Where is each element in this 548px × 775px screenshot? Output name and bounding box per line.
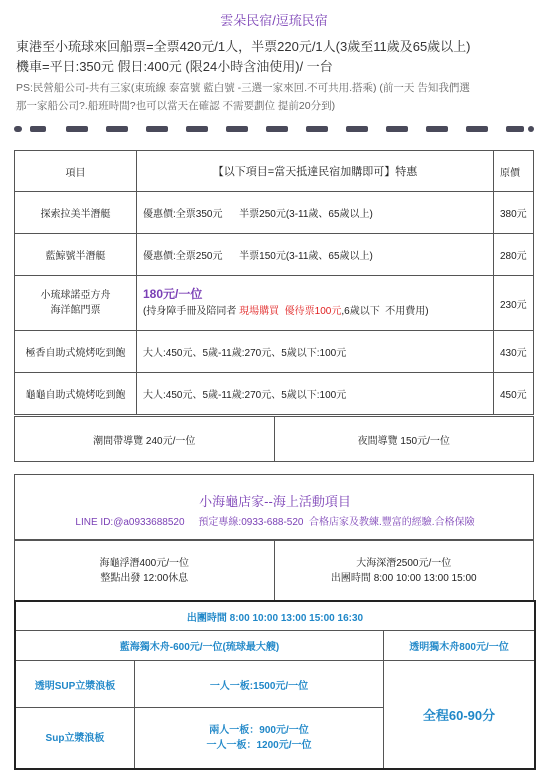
kayak-left: 藍海獨木舟-600元/一位(琉球最大艘) bbox=[15, 631, 384, 661]
table-row bbox=[15, 331, 534, 373]
shop-contact: LINE ID:@a0933688520 預定專線:0933-688-520 合格店家及教練.豐富的經驗.合格保險 bbox=[75, 517, 475, 528]
item-name bbox=[15, 276, 137, 331]
shop-header-box bbox=[14, 474, 534, 540]
table-row bbox=[15, 276, 534, 331]
table-row bbox=[15, 601, 535, 631]
diving-price: 大海深潛2500元/一位 bbox=[356, 558, 452, 569]
item-name-line2: 海洋館門票 bbox=[50, 305, 101, 316]
item-price: 430元 bbox=[494, 331, 534, 373]
item-desc: 大人:450元、5歲-11歲:270元、5歲以下:100元 bbox=[137, 331, 494, 373]
item-desc-detail bbox=[143, 303, 487, 320]
desc-suffix: ,6歲以下 不用費用) bbox=[341, 306, 429, 317]
header-price: 原價 bbox=[494, 151, 534, 192]
item-name: 藍鯨號半潛艇 bbox=[15, 234, 137, 276]
sup-price bbox=[135, 708, 384, 770]
table-row bbox=[15, 192, 534, 234]
page-title: 雲朵民宿/逗琉民宿 bbox=[220, 13, 328, 28]
item-price: 380元 bbox=[494, 192, 534, 234]
snorkel-price: 海龜浮潛400元/一位 bbox=[99, 558, 189, 569]
sup-clear-price: 一人一板:1500元/一位 bbox=[135, 661, 384, 708]
item-desc: 大人:450元、5歲-11歲:270元、5歲以下:100元 bbox=[137, 373, 494, 415]
item-desc: 優惠價:全票250元 半票150元(3-11歲、65歲以上) bbox=[137, 234, 494, 276]
schedule: 出團時間 8:00 10:00 13:00 15:00 16:30 bbox=[15, 601, 535, 631]
addon-price-table bbox=[14, 150, 534, 415]
desc-red: 現場購買 優待票100元 bbox=[239, 306, 342, 317]
table-row bbox=[15, 661, 535, 708]
item-price: 230元 bbox=[494, 276, 534, 331]
snorkel-cell bbox=[15, 541, 275, 602]
scooter-rental-info: 機車=平日:350元 假日:400元 (限24小時含油使用)/ 一台 bbox=[16, 59, 333, 74]
item-price: 450元 bbox=[494, 373, 534, 415]
ps-note-line2: 那一家船公司?.船班時間?也可以當天在確認 不需要劃位 提前20分到) bbox=[16, 100, 336, 112]
water-activity-table bbox=[14, 600, 536, 770]
tidal-tour: 潮間帶導覽 240元/一位 bbox=[15, 417, 275, 462]
item-name: 極香自助式燒烤吃到飽 bbox=[15, 331, 137, 373]
item-name: 探索拉美半潛艇 bbox=[15, 192, 137, 234]
header-item: 項目 bbox=[15, 151, 137, 192]
ferry-ticket-info: 東港至小琉球來回船票=全票420元/1人，半票220元/1人(3歲至11歲及65歲以上) bbox=[16, 39, 471, 54]
ps-note-line1: PS:民營船公司-共有三家(東琉線 泰富號 藍白號 -三選一家來回.不可共用.搭乘) (前一天 告知我們選 bbox=[16, 82, 470, 94]
night-tour: 夜間導覽 150元/一位 bbox=[274, 417, 534, 462]
item-desc bbox=[137, 276, 494, 331]
snorkel-table bbox=[14, 540, 534, 602]
sup-price-two: 兩人一板：900元/一位 bbox=[209, 725, 309, 736]
item-name-line1: 小琉球諾亞方舟 bbox=[40, 290, 111, 301]
kayak-right: 透明獨木舟800元/一位 bbox=[384, 631, 536, 661]
table-row bbox=[15, 417, 534, 462]
item-desc: 優惠價:全票350元 半票250元(3-11歲、65歲以上) bbox=[137, 192, 494, 234]
diving-time: 出團時間 8:00 10:00 13:00 15:00 bbox=[330, 573, 477, 584]
item-price: 280元 bbox=[494, 234, 534, 276]
promo-price: 180元/一位 bbox=[143, 287, 203, 301]
table-row bbox=[15, 631, 535, 661]
sup-clear: 透明SUP立漿浪板 bbox=[15, 661, 135, 708]
table-row bbox=[15, 541, 534, 602]
tour-table bbox=[14, 416, 534, 462]
sup: Sup立漿浪板 bbox=[15, 708, 135, 770]
dashed-divider bbox=[14, 124, 534, 134]
duration: 全程60-90分 bbox=[384, 661, 536, 770]
shop-title: 小海龜店家--海上活動項目 bbox=[199, 494, 351, 509]
sup-price-one: 一人一板：1200元/一位 bbox=[206, 740, 312, 751]
desc-prefix: (持身障手冊及陪同者 bbox=[143, 306, 240, 317]
header-middle: 【以下項目=當天抵達民宿加購即可】特惠 bbox=[137, 151, 494, 192]
table-row bbox=[15, 373, 534, 415]
diving-cell bbox=[274, 541, 534, 602]
snorkel-time: 整點出發 12:00休息 bbox=[100, 573, 189, 584]
table-row bbox=[15, 234, 534, 276]
table-header-row bbox=[15, 151, 534, 192]
item-name: 龜龜自助式燒烤吃到飽 bbox=[15, 373, 137, 415]
